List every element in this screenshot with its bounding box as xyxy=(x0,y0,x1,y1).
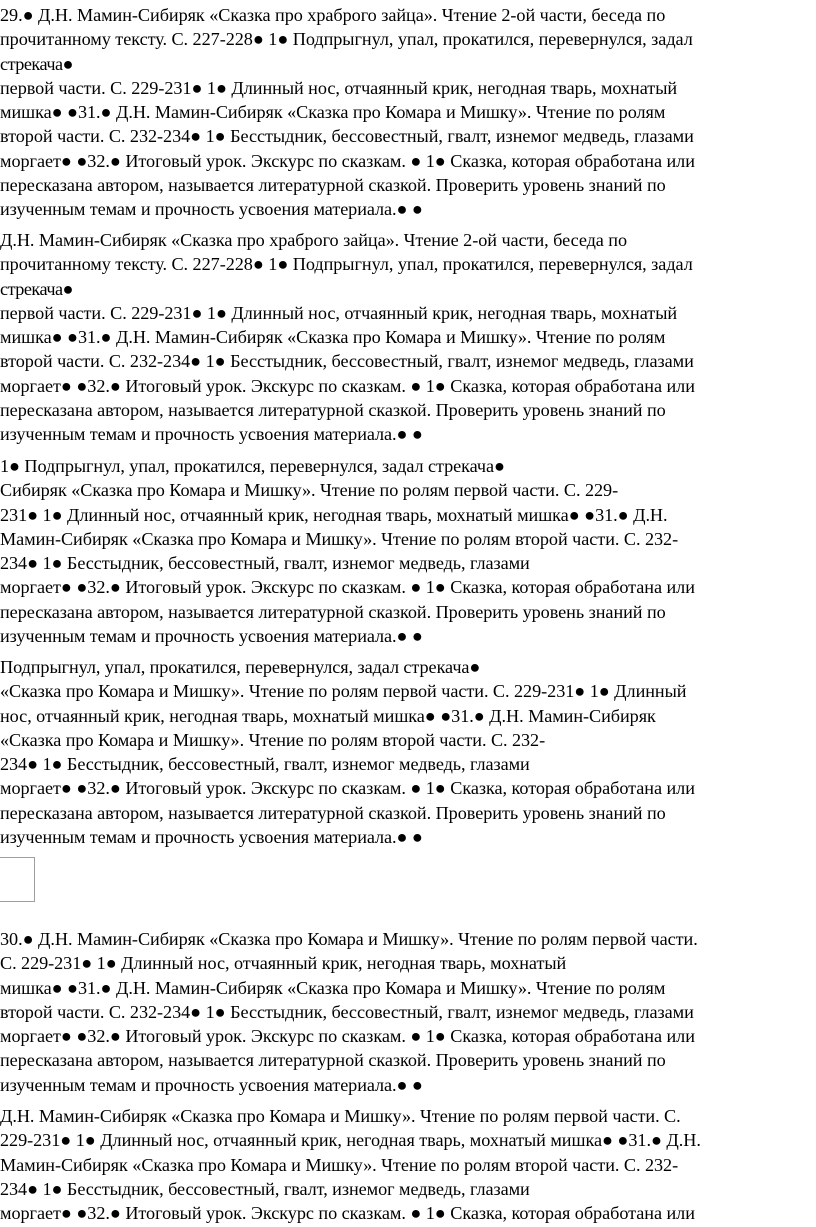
text-line: мишка● ●31.● Д.Н. Мамин-Сибиряк «Сказка про Комара и Мишку». Чтение по ролям xyxy=(0,102,666,123)
paragraph-repeat-3 xyxy=(0,655,816,849)
text-line: 30.● Д.Н. Мамин-Сибиряк «Сказка про Комара и Мишку». Чтение по ролям первой части. xyxy=(0,929,698,949)
text-line: моргает● ●32.● Итоговый урок. Экскурс по сказкам. ● 1● Сказка, которая обработана или xyxy=(0,375,695,396)
text-line: второй части. С. 232-234● 1● Бесстыдник, бессовестный, гвалт, изнемог медведь, глазами xyxy=(0,351,694,372)
text-line: прочитанному тексту. С. 227-228● 1● Подпрыгнул, упал, прокатился, перевернулся, задал xyxy=(0,254,693,275)
text-line: Д.Н. Мамин-Сибиряк «Сказка про храброго зайца». Чтение 2-ой части, беседа по xyxy=(0,230,628,250)
text-line: «Сказка про Комара и Мишку». Чтение по ролям второй части. С. 232- xyxy=(0,729,546,750)
text-line: 234● 1● Бесстыдник, бессовестный, гвалт, изнемог медведь, глазами xyxy=(0,553,530,574)
text-line: пересказана автором, называется литературной сказкой. Проверить уровень знаний по xyxy=(0,601,666,622)
text-line: изученным темам и прочность усвоения материала.● ● xyxy=(0,626,423,647)
paragraph-repeat-4 xyxy=(0,1104,816,1225)
paragraph-repeat-1 xyxy=(0,228,816,447)
text-line: С. 229-231● 1● Длинный нос, отчаянный крик, негодная тварь, мохнатый xyxy=(0,953,567,974)
text-line: 234● 1● Бесстыдник, бессовестный, гвалт, изнемог медведь, глазами xyxy=(0,1178,530,1199)
text-line: прочитанному тексту. С. 227-228● 1● Подпрыгнул, упал, прокатился, перевернулся, задал xyxy=(0,29,693,50)
text-line: первой части. С. 229-231● 1● Длинный нос, отчаянный крик, негодная тварь, мохнатый xyxy=(0,77,678,98)
text-line: изученным темам и прочность усвоения материала.● ● xyxy=(0,424,423,445)
text-line: моргает● ●32.● Итоговый урок. Экскурс по сказкам. ● 1● Сказка, которая обработана или xyxy=(0,577,695,598)
text-line: 229-231● 1● Длинный нос, отчаянный крик, негодная тварь, мохнатый мишка● ●31.● Д.Н. xyxy=(0,1130,701,1151)
text-line: мишка● ●31.● Д.Н. Мамин-Сибиряк «Сказка про Комара и Мишку». Чтение по ролям xyxy=(0,327,666,348)
empty-cell-box xyxy=(0,857,35,902)
text-line: Д.Н. Мамин-Сибиряк «Сказка про Комара и Мишку». Чтение по ролям первой части. С. xyxy=(0,1106,681,1126)
text-line: Подпрыгнул, упал, прокатился, перевернулся, задал стрекача● xyxy=(0,657,481,677)
text-line: моргает● ●32.● Итоговый урок. Экскурс по сказкам. ● 1● Сказка, которая обработана или xyxy=(0,778,695,799)
text-line: Мамин-Сибиряк «Сказка про Комара и Мишку». Чтение по ролям второй части. С. 232- xyxy=(0,528,679,549)
text-line: 1● Подпрыгнул, упал, прокатился, перевернулся, задал стрекача● xyxy=(0,456,505,476)
text-line: изученным темам и прочность усвоения материала.● ● xyxy=(0,827,423,848)
text-line: стрекача● xyxy=(0,53,74,74)
text-line: 231● 1● Длинный нос, отчаянный крик, негодная тварь, мохнатый мишка● ●31.● Д.Н. xyxy=(0,504,668,525)
text-line: пересказана автором, называется литературной сказкой. Проверить уровень знаний по xyxy=(0,400,666,421)
text-line: первой части. С. 229-231● 1● Длинный нос, отчаянный крик, негодная тварь, мохнатый xyxy=(0,302,678,323)
text-line: моргает● ●32.● Итоговый урок. Экскурс по сказкам. ● 1● Сказка, которая обработана или xyxy=(0,150,695,171)
paragraph-lesson-30 xyxy=(0,927,816,1097)
text-line: пересказана автором, называется литературной сказкой. Проверить уровень знаний по xyxy=(0,802,666,823)
text-line: «Сказка про Комара и Мишку». Чтение по ролям первой части. С. 229-231● 1● Длинный xyxy=(0,681,687,702)
text-line: моргает● ●32.● Итоговый урок. Экскурс по сказкам. ● 1● Сказка, которая обработана или xyxy=(0,1026,695,1047)
text-line: стрекача● xyxy=(0,278,74,299)
text-line: мишка● ●31.● Д.Н. Мамин-Сибиряк «Сказка про Комара и Мишку». Чтение по ролям xyxy=(0,977,666,998)
text-line: пересказана автором, называется литературной сказкой. Проверить уровень знаний по xyxy=(0,175,666,196)
text-line: 29.● Д.Н. Мамин-Сибиряк «Сказка про храброго зайца». Чтение 2-ой части, беседа по xyxy=(0,5,666,25)
text-line: Сибиряк «Сказка про Комара и Мишку». Чтение по ролям первой части. С. 229- xyxy=(0,480,619,501)
text-line: нос, отчаянный крик, негодная тварь, мохнатый мишка● ●31.● Д.Н. Мамин-Сибиряк xyxy=(0,705,656,726)
text-line: изученным темам и прочность усвоения материала.● ● xyxy=(0,1074,423,1095)
paragraph-lesson-29 xyxy=(0,3,816,222)
text-line: изученным темам и прочность усвоения материала.● ● xyxy=(0,199,423,220)
text-line: 234● 1● Бесстыдник, бессовестный, гвалт, изнемог медведь, глазами xyxy=(0,754,530,775)
text-line: моргает● ●32.● Итоговый урок. Экскурс по сказкам. ● 1● Сказка, которая обработана или xyxy=(0,1203,695,1224)
text-line: второй части. С. 232-234● 1● Бесстыдник, бессовестный, гвалт, изнемог медведь, глазами xyxy=(0,126,694,147)
text-line: второй части. С. 232-234● 1● Бесстыдник, бессовестный, гвалт, изнемог медведь, глазами xyxy=(0,1001,694,1022)
text-line: Мамин-Сибиряк «Сказка про Комара и Мишку». Чтение по ролям второй части. С. 232- xyxy=(0,1154,679,1175)
text-line: пересказана автором, называется литературной сказкой. Проверить уровень знаний по xyxy=(0,1050,666,1071)
paragraph-repeat-2 xyxy=(0,454,816,648)
